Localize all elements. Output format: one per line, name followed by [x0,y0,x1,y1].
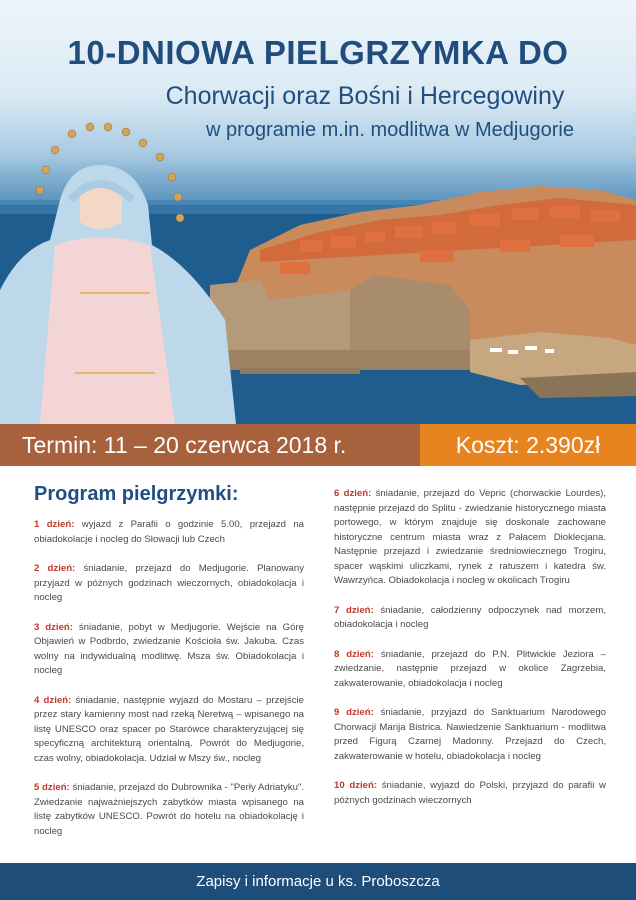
program-day-3 [34,621,304,679]
program-day-4 [34,694,304,767]
day-label: 9 dzień: [334,707,374,718]
program-column-left [34,518,304,854]
footer-signup: Zapisy i informacje u ks. Proboszcza [0,863,636,900]
trip-dates: Termin: 11 – 20 czerwca 2018 r. [0,424,420,466]
day-text: śniadanie, wyjazd do Polski, przyjazd do parafii w póżnych godzinach wieczornych [334,780,606,806]
day-text: śniadanie, przejazd do Dubrownika - "Perły Adriatyku". Zwiedzanie najważniejszych zabytków miasta wpisanego na listę zabytków UNESCO. Powrót do hotelu na obiadokolację i nocleg [34,782,305,837]
page-title: 10-DNIOWA PIELGRZYMKA DO [67,34,569,71]
program-day-8 [334,648,606,692]
trip-price: Koszt: 2.390zł [420,424,636,466]
day-text: wyjazd z Parafii o godzinie 5.00, przejazd na obiadokolacje i nocleg do Słowacji lub Czech [34,519,305,545]
page-subtitle: Chorwacji oraz Bośni i Hercegowiny [165,82,565,110]
day-text: śniadanie, następnie wyjazd do Mostaru – przejście przez stary kamienny most nad rzeką Neretwą – wpisanego na listę UNESCO oraz spacer po Starówce charakteryzującej się specyficzną architekturą orientalną. Powrót do Medjugorie, czas wolny, obiadokolacja. Udział w Mszy św., nocleg [34,694,304,764]
day-text: śniadanie, pobyt w Medjugorie. Wejście na Górę Objawień w Podbrdo, zwiedzanie Kościoła św. Jakuba. Czas wolny na indywidualną modlitwę. Msza św. Obiadokolacja i nocleg [34,621,304,676]
day-text: śniadanie, przejazd do P.N. Plitwickie Jeziora – zwiedzanie, następnie przejazd w okolice Zagrzebia, zakwaterowanie, obiadokolacja i nocleg [334,648,607,689]
program-title: Program pielgrzymki: [34,483,239,505]
program-day-6 [334,487,606,589]
day-label: 3 dzień: [34,621,73,633]
program-day-2 [34,562,304,606]
program-day-1 [34,518,304,547]
program-day-7 [334,604,606,633]
day-label: 10 dzień: [334,780,378,791]
day-label: 5 dzień: [34,782,70,793]
day-label: 2 dzień: [34,563,76,574]
program-day-5 [34,781,304,839]
day-label: 4 dzień: [34,694,72,706]
day-label: 7 dzień: [334,604,374,616]
hero-banner [0,0,636,424]
day-text: śniadanie, całodzienny odpoczynek nad morzem, obiadokolacja i nocleg [334,604,606,630]
day-text: śniadanie, przejazd do Medjugorie. Planowany przyjazd w póżnych godzinach wieczornych, obiadokolacja i nocleg [34,563,305,603]
page-tagline: w programie m.in. modlitwa w Medjugorie [206,119,574,141]
day-label: 1 dzień: [34,519,75,530]
day-text: śniadanie, przejazd do Vepric (chorwackie Lourdes), następnie przejazd do Splitu - zwiedzanie historycznego miasta portowego, w którym znajduje się doskonale zachowane historyczne centrum miasta wraz z Pałacem Dioklecjana. Następnie przejazd i zwiedzanie średniowiecznego Trogiru, spacer wąskimi uliczkami, rynek z ratuszem i katedra św. Wawrzyńca. Obiadokolacja i nocleg w okolicach Trogiru [334,488,606,586]
day-label: 6 dzień: [334,488,372,499]
program-day-9 [334,706,606,764]
day-text: śniadanie, przyjazd do Sanktuarium Narodowego Chorwacji Marija Bistrica. Nawiedzenie Sanktuarium - modlitwa przed Figurą Czarnej Madonny. Przejazd do Czech, zakwaterowanie w hotelu, obiadokolacja i nocleg [334,707,606,762]
program-day-10 [334,779,606,808]
program-column-right [334,487,606,823]
day-label: 8 dzień: [334,648,374,660]
